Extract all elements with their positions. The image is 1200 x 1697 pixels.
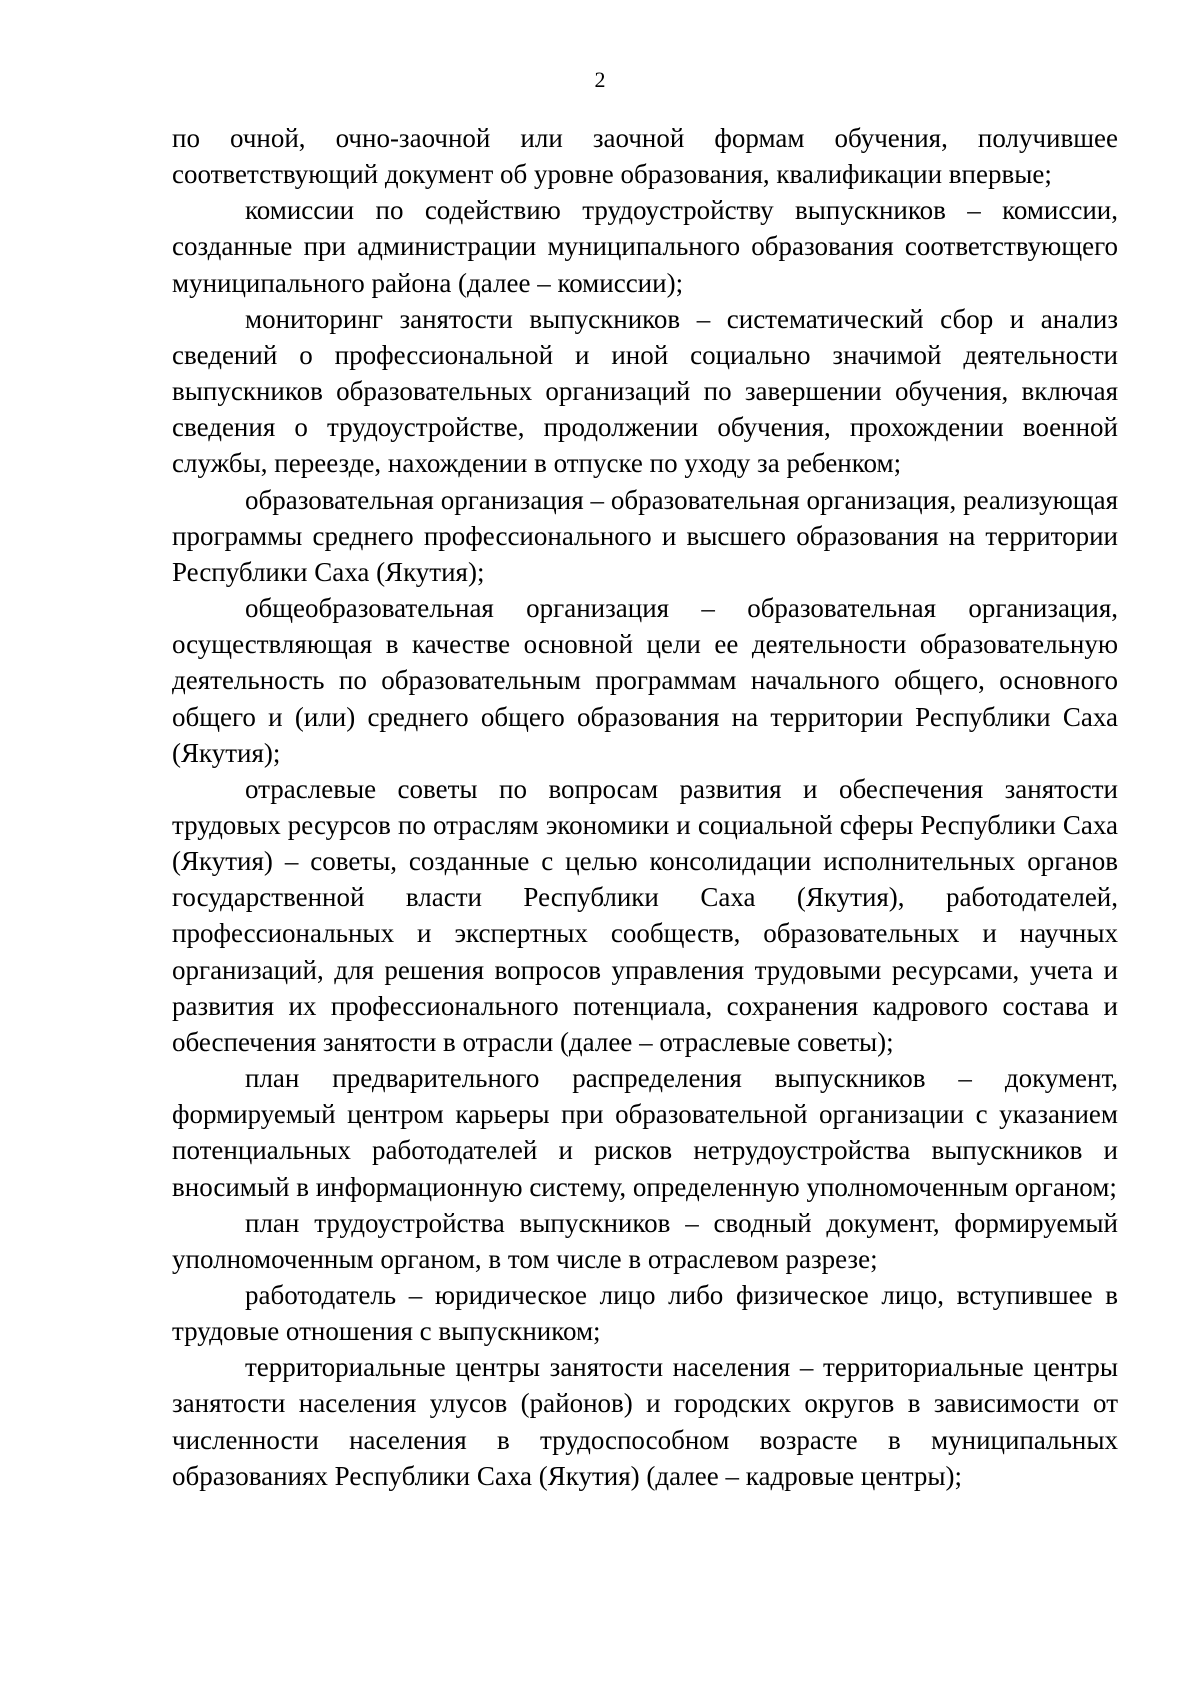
paragraph-definition-monitoring: мониторинг занятости выпускников – систематический сбор и анализ сведений о профессиональной и иной социально значимой деятельности выпускников образовательных организаций по завершении обучения, включая сведения о трудоустройстве, продолжении обучения, прохождении военной службы, переезде, нахождении в отпуске по уходу за ребенком;	[172, 303, 1118, 479]
paragraph-definition-general-educational-organization: общеобразовательная организация – образовательная организация, осуществляющая в качестве основной цели ее деятельности образовательную деятельность по образовательным программам начального общего, основного общего и (или) среднего общего образования на территории Республики Саха (Якутия);	[172, 593, 1118, 768]
document-body	[172, 120, 1118, 1494]
paragraph-definition-employment-plan: план трудоустройства выпускников – сводный документ, формируемый уполномоченным органом, в том числе в отраслевом разрезе;	[172, 1207, 1118, 1274]
paragraph-continuation: по очной, очно-заочной или заочной формам обучения, получившее соответствующий документ об уровне образования, квалификации впервые;	[172, 123, 1118, 190]
paragraph-definition-employment-centers: территориальные центры занятости населения – территориальные центры занятости населения улусов (районов) и городских округов в зависимости от численности населения в трудоспособном возрасте в муниципальных образованиях Республики Саха (Якутия) (далее – кадровые центры);	[172, 1352, 1118, 1491]
paragraph-definition-industry-councils: отраслевые советы по вопросам развития и обеспечения занятости трудовых ресурсов по отраслям экономики и социальной сферы Республики Саха (Якутия) – советы, созданные с целью консолидации исполнительных органов государственной власти Республики Саха (Якутия), работодателей, профессиональных и экспертных сообществ, образовательных и научных организаций, для решения вопросов управления трудовыми ресурсами, учета и развития их профессионального потенциала, сохранения кадрового состава и обеспечения занятости в отрасли (далее – отраслевые советы);	[172, 773, 1118, 1057]
paragraph-definition-commissions: комиссии по содействию трудоустройству выпускников – комиссии, созданные при администрации муниципального образования соответствующего муниципального района (далее – комиссии);	[172, 195, 1118, 298]
paragraph-definition-employer: работодатель – юридическое лицо либо физическое лицо, вступившее в трудовые отношения с выпускником;	[172, 1280, 1118, 1347]
paragraph-definition-educational-organization: образовательная организация – образовательная организация, реализующая программы среднего профессионального и высшего образования на территории Республики Саха (Якутия);	[172, 484, 1118, 587]
page-number: 2	[594, 67, 606, 92]
paragraph-definition-preliminary-distribution-plan: план предварительного распределения выпускников – документ, формируемый центром карьеры при образовательной организации с указанием потенциальных работодателей и рисков нетрудоустройства выпускников и вносимый в информационную систему, определенную уполномоченным органом;	[172, 1063, 1118, 1202]
